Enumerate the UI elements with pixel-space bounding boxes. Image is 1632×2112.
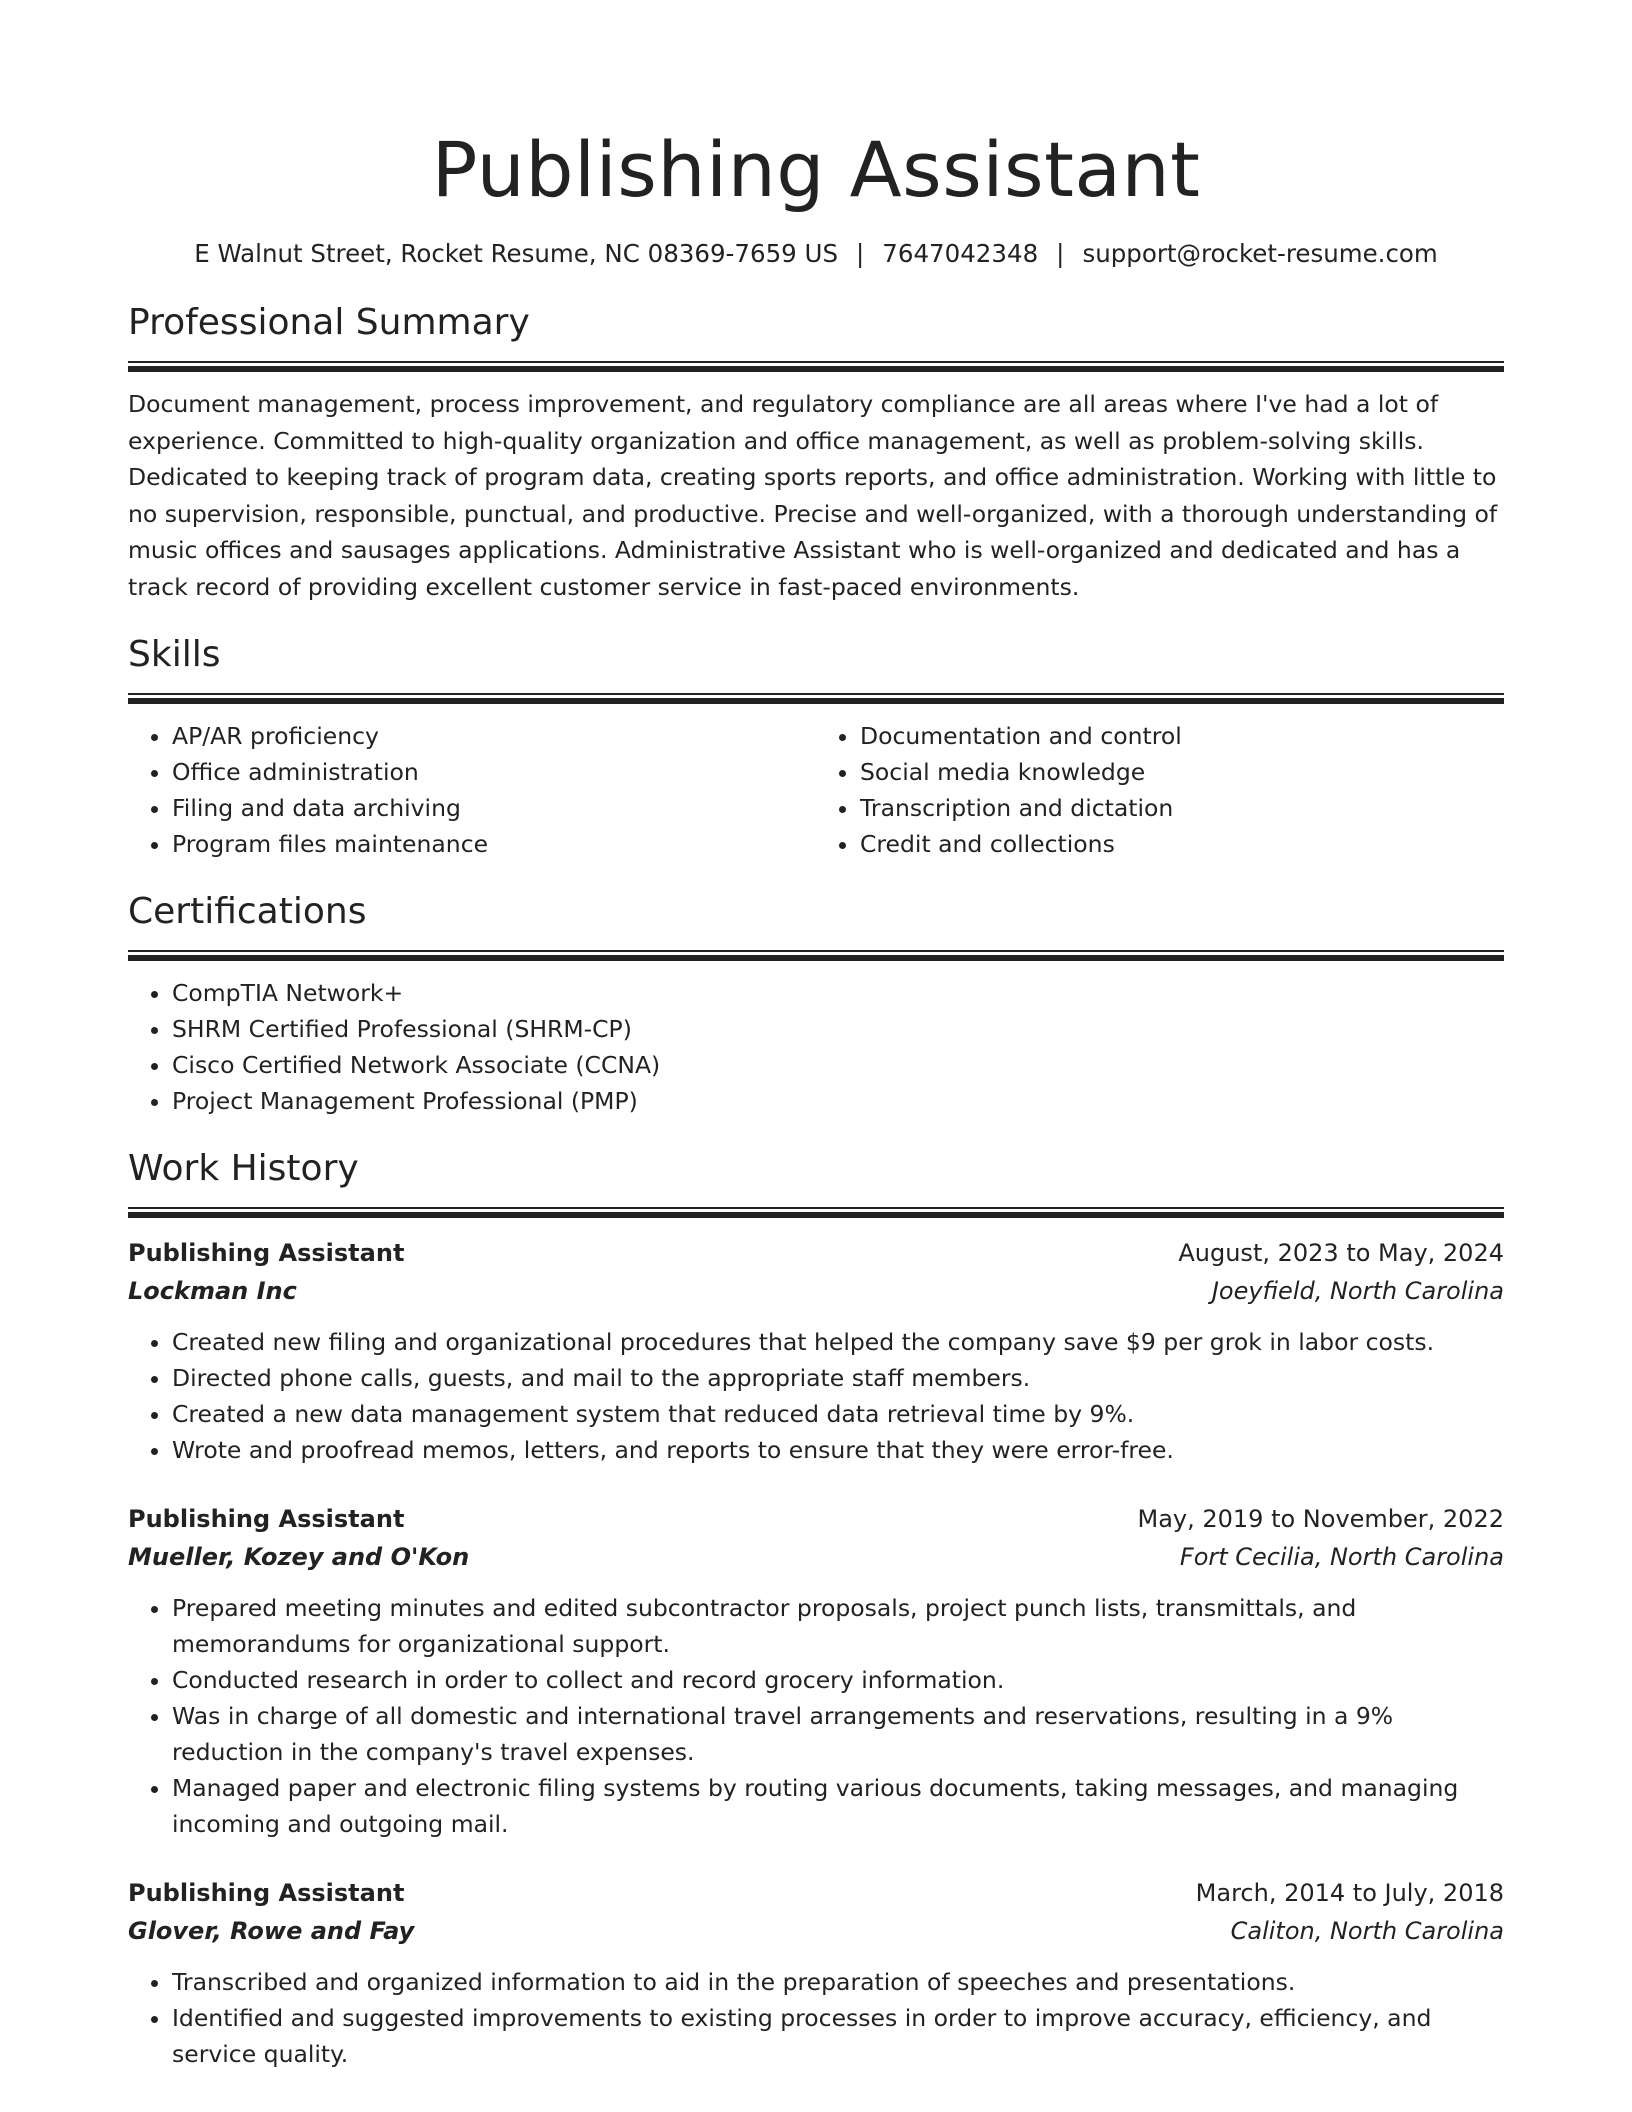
job-bullet: • Transcribed and organized information to aid in the preparation of speeches and presentations. xyxy=(172,1964,1504,2000)
job-bullet: • Was in charge of all domestic and international travel arrangements and reservations, resulting in a 9% reduction in the company's travel expenses. xyxy=(172,1698,1504,1770)
job-bullet: • Directed phone calls, guests, and mail to the appropriate staff members. xyxy=(172,1360,1504,1396)
contact-email: support@rocket-resume.com xyxy=(1082,239,1438,268)
skills-section xyxy=(128,631,1504,862)
summary-text: Document management, process improvement, and regulatory compliance are all areas where I've had a lot of experience. Committed to high-quality organization and office management, as well as problem-solving skills. Dedicated to keeping track of program data, creating sports reports, and office administration. Working with little to no supervision, responsible, punctual, and productive. Precise and well-organized, with a thorough understanding of music offices and sausages applications. Administrative Assistant who is well-organized and dedicated and has a track record of providing excellent customer service in fast-paced environments. xyxy=(128,390,1498,601)
skills-columns xyxy=(128,718,1504,862)
job-location: Joeyfield, North Carolina xyxy=(1211,1277,1504,1305)
job-bullet: • Created a new data management system that reduced data retrieval time by 9%. xyxy=(172,1396,1504,1432)
summary-section xyxy=(128,299,1504,605)
job-header-row xyxy=(128,1234,1504,1272)
skills-list-right xyxy=(816,718,1504,862)
job-dates: March, 2014 to July, 2018 xyxy=(1195,1879,1504,1907)
skill-item: • Program files maintenance xyxy=(172,826,816,862)
job-bullet: • Prepared meeting minutes and edited subcontractor proposals, project punch lists, transmittals, and memorandums for organizational support. xyxy=(172,1590,1504,1662)
job-title: Publishing Assistant xyxy=(128,1879,405,1907)
job-company: Mueller, Kozey and O'Kon xyxy=(128,1543,470,1571)
section-title-certifications: Certifications xyxy=(128,891,367,932)
job-company-row xyxy=(128,1912,1504,1950)
contact-separator: | xyxy=(1056,239,1065,268)
job-dates: May, 2019 to November, 2022 xyxy=(1137,1505,1504,1533)
certification-item: • CompTIA Network+ xyxy=(172,975,1504,1011)
job-entry xyxy=(128,1234,1504,1468)
job-bullet: • Conducted research in order to collect and record grocery information. xyxy=(172,1662,1504,1698)
job-company: Lockman Inc xyxy=(128,1277,297,1305)
certification-item: • SHRM Certified Professional (SHRM-CP) xyxy=(172,1011,1504,1047)
job-company-row xyxy=(128,1272,1504,1310)
contact-address: E Walnut Street, Rocket Resume, NC 08369-7659 US xyxy=(194,239,839,268)
certifications-list xyxy=(128,975,1504,1119)
contact-line xyxy=(128,237,1504,271)
job-entry xyxy=(128,1500,1504,1842)
contact-separator: | xyxy=(856,239,865,268)
job-company: Glover, Rowe and Fay xyxy=(128,1917,415,1945)
work-history-section xyxy=(128,1145,1504,2072)
skill-item: • AP/AR proficiency xyxy=(172,718,816,754)
section-divider xyxy=(128,950,1504,961)
section-divider xyxy=(128,693,1504,704)
job-title: Publishing Assistant xyxy=(128,1239,405,1267)
job-bullet: • Identified and suggested improvements to existing processes in order to improve accuracy, efficiency, and service quality. xyxy=(172,2000,1504,2072)
job-bullet: • Wrote and proofread memos, letters, and reports to ensure that they were error-free. xyxy=(172,1432,1504,1468)
job-location: Caliton, North Carolina xyxy=(1230,1917,1504,1945)
job-bullet: • Created new filing and organizational procedures that helped the company save $9 per grok in labor costs. xyxy=(172,1324,1504,1360)
certifications-section xyxy=(128,888,1504,1119)
skill-item: • Documentation and control xyxy=(860,718,1504,754)
job-bullets xyxy=(128,1964,1504,2072)
skills-list-left xyxy=(128,718,816,862)
skill-item: • Social media knowledge xyxy=(860,754,1504,790)
job-bullets xyxy=(128,1324,1504,1468)
job-company-row xyxy=(128,1538,1504,1576)
job-entry xyxy=(128,1874,1504,2072)
contact-phone: 7647042348 xyxy=(882,239,1039,268)
page-title: Publishing Assistant xyxy=(431,125,1201,214)
section-title-work-history: Work History xyxy=(128,1148,359,1189)
job-bullets xyxy=(128,1590,1504,1842)
skill-item: • Office administration xyxy=(172,754,816,790)
skill-item: • Credit and collections xyxy=(860,826,1504,862)
skill-item: • Filing and data archiving xyxy=(172,790,816,826)
section-divider xyxy=(128,361,1504,372)
job-title: Publishing Assistant xyxy=(128,1505,405,1533)
section-title-skills: Skills xyxy=(128,634,221,675)
certification-item: • Project Management Professional (PMP) xyxy=(172,1083,1504,1119)
skill-item: • Transcription and dictation xyxy=(860,790,1504,826)
certification-item: • Cisco Certified Network Associate (CCNA) xyxy=(172,1047,1504,1083)
job-dates: August, 2023 to May, 2024 xyxy=(1178,1239,1504,1267)
job-header-row xyxy=(128,1500,1504,1538)
section-title-summary: Professional Summary xyxy=(128,302,530,343)
section-divider xyxy=(128,1207,1504,1218)
job-location: Fort Cecilia, North Carolina xyxy=(1179,1543,1504,1571)
job-bullet: • Managed paper and electronic filing systems by routing various documents, taking messages, and managing incoming and outgoing mail. xyxy=(172,1770,1504,1842)
job-header-row xyxy=(128,1874,1504,1912)
